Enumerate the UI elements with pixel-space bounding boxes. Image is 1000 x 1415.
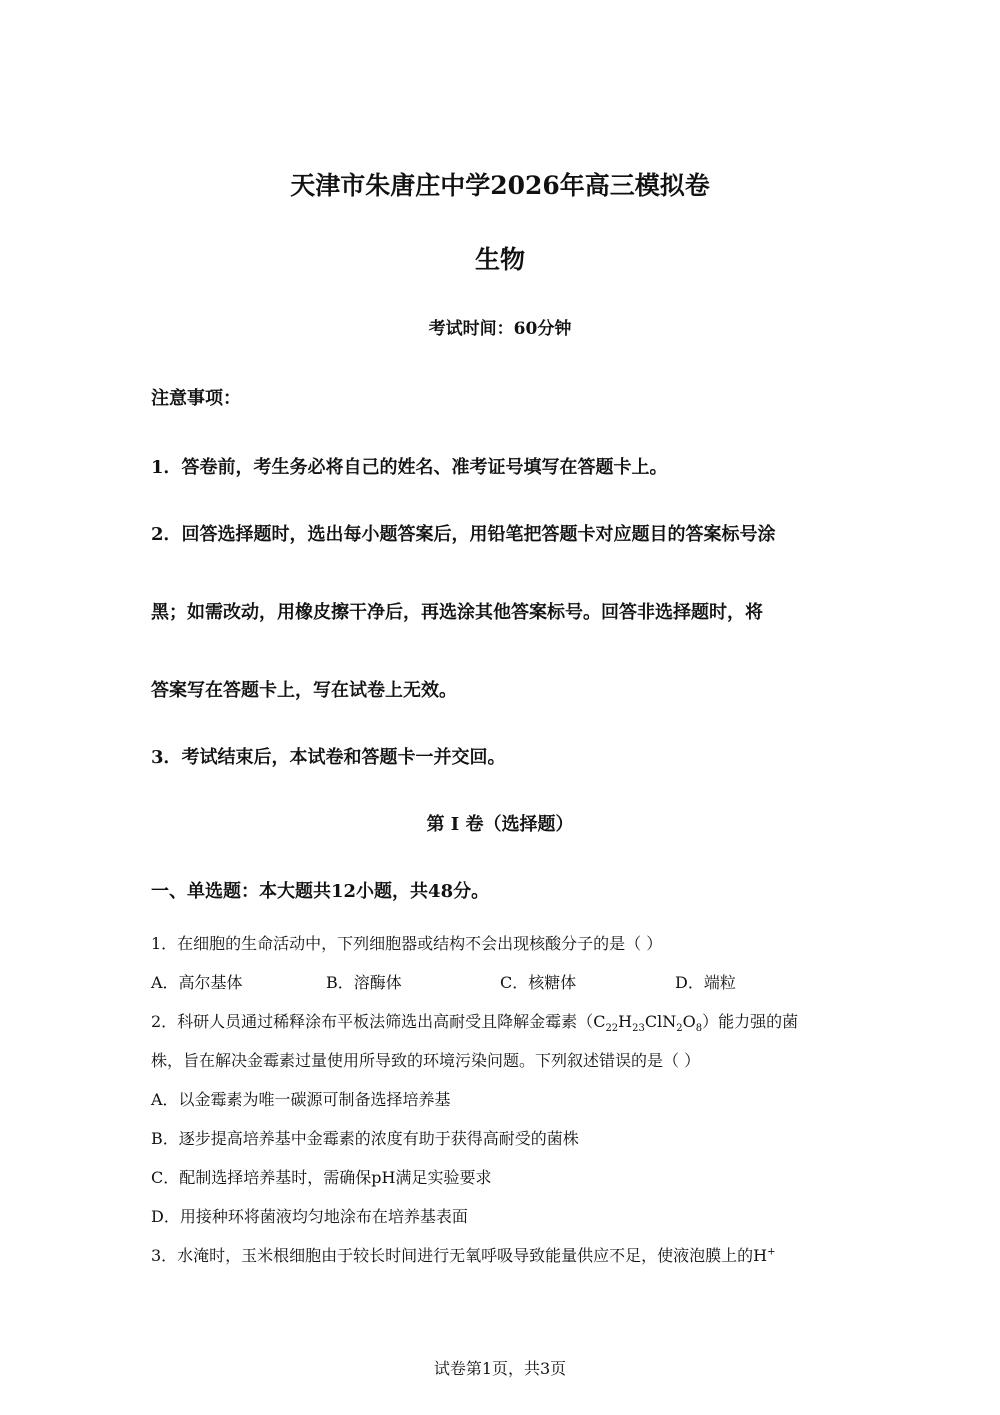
question-1-stem: 1．在细胞的生命活动中，下列细胞器或结构不会出现核酸分子的是（ ） xyxy=(151,934,663,953)
part-title: 第 I 卷（选择题） xyxy=(426,814,574,835)
page-footer: 试卷第1页，共3页 xyxy=(433,1359,567,1378)
question-2-stem-line-1 xyxy=(151,1009,798,1034)
question-2-option-c: C．配制选择培养基时，需确保pH满足实验要求 xyxy=(151,1168,492,1187)
question-1-option-a: A．高尔基体 xyxy=(151,973,243,992)
question-1-option-d: D．端粒 xyxy=(675,973,736,992)
notice-item-1: 1．答卷前，考生务必将自己的姓名、准考证号填写在答题卡上。 xyxy=(151,457,668,478)
notice-item-2-line-3: 答案写在答题卡上，写在试卷上无效。 xyxy=(151,680,457,701)
question-2-option-b: B．逐步提高培养基中金霉素的浓度有助于获得高耐受的菌株 xyxy=(151,1129,579,1148)
question-1-option-c: C．核糖体 xyxy=(500,973,577,992)
subject-title: 生物 xyxy=(474,245,525,274)
question-2-stem-after: ）能力强的菌 xyxy=(702,1012,799,1031)
question-2-stem-before: 2．科研人员通过稀释涂布平板法筛选出高耐受且降解金霉素（ xyxy=(151,1012,594,1031)
notice-heading: 注意事项： xyxy=(151,388,241,409)
question-1-option-b: B．溶酶体 xyxy=(326,973,402,992)
notice-item-2-line-2: 黑；如需改动，用橡皮擦干净后，再选涂其他答案标号。回答非选择题时，将 xyxy=(151,602,763,623)
notice-item-2-line-1: 2．回答选择题时，选出每小题答案后，用铅笔把答题卡对应题目的答案标号涂 xyxy=(151,524,776,545)
page-title: 天津市朱唐庄中学2026年高三模拟卷 xyxy=(290,171,710,200)
question-type-title: 一、单选题：本大题共12小题，共48分。 xyxy=(151,881,490,902)
notice-item-3: 3．考试结束后，本试卷和答题卡一并交回。 xyxy=(151,747,506,768)
exam-time: 考试时间：60分钟 xyxy=(428,319,572,339)
question-2-stem-line-2: 株，旨在解决金霉素过量使用所导致的环境污染问题。下列叙述错误的是（ ） xyxy=(151,1051,701,1070)
question-2-option-a: A．以金霉素为唯一碳源可制备选择培养基 xyxy=(151,1090,451,1109)
formula: $C_{22}H_{23}ClN_2O_8$ xyxy=(593,1012,703,1035)
question-2-option-d: D．用接种环将菌液均匀地涂布在培养基表面 xyxy=(151,1207,468,1226)
question-3-stem: 3．水淹时，玉米根细胞由于较长时间进行无氧呼吸导致能量供应不足，使液泡膜上的H+ xyxy=(151,1246,776,1265)
